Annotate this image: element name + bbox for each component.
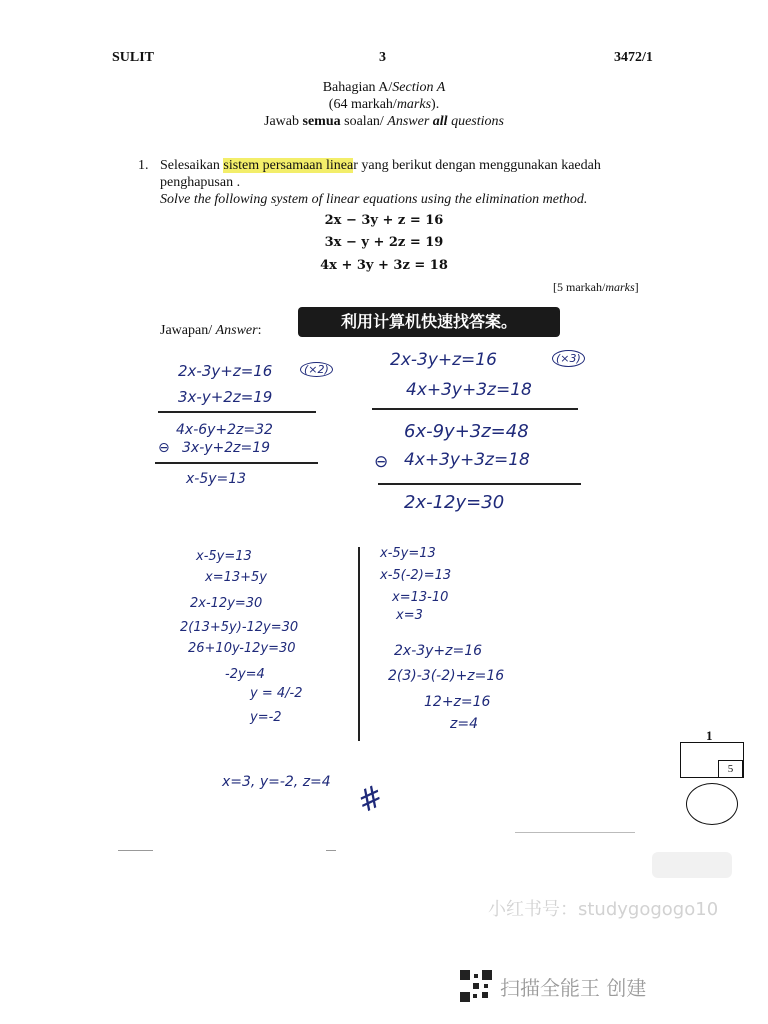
mark-box-score: 5	[718, 760, 743, 778]
marks-a: [5 markah/	[553, 280, 606, 294]
answer-label-c: :	[257, 323, 262, 338]
question-malay-line2: penghapusan .	[160, 175, 241, 190]
work-rt-3: 6x-9y+3z=48	[404, 421, 529, 442]
scan-artifact-3	[326, 850, 336, 851]
work-rb-5: 2x-3y+z=16	[394, 643, 483, 659]
section-marks-b: marks	[396, 97, 432, 112]
final-answer-mark: #	[351, 778, 390, 821]
work-lb-4: 2(13+5y)-12y=30	[180, 620, 299, 635]
equation-3: 4x + 3y + 3z = 18	[320, 258, 448, 273]
work-divider	[358, 547, 360, 741]
work-rb-8: z=4	[450, 716, 478, 732]
work-lt-1: 2x-3y+z=16	[178, 362, 273, 380]
question-malay	[160, 158, 670, 174]
work-rt-result: 2x-12y=30	[404, 492, 505, 513]
work-lb-5: 26+10y-12y=30	[188, 641, 296, 656]
section-instruction	[0, 114, 768, 130]
score-circle	[686, 783, 738, 825]
section-title-english: Section A	[392, 80, 446, 95]
section-marks	[0, 97, 768, 113]
work-lt-minus: ⊖	[158, 440, 170, 456]
work-rb-3: x=13-10	[392, 590, 449, 605]
equation-1: 2x − 3y + z = 16	[324, 213, 444, 228]
answer-label	[160, 323, 261, 339]
instr-a: Jawab	[264, 114, 303, 129]
work-lt-3: 4x-6y+2z=32	[176, 422, 273, 438]
answer-label-b: Answer	[215, 323, 258, 338]
work-rt-rule-1	[372, 408, 578, 410]
section-title	[0, 80, 768, 96]
work-lt-multiplier: (×2)	[300, 362, 333, 377]
question-malay-a: Selesaikan	[160, 158, 224, 173]
highlighted-text: sistem persamaan linea	[223, 158, 354, 173]
question-malay-b: r yang berikut dengan menggunakan kaedah	[353, 158, 601, 173]
work-rt-multiplier: (×3)	[552, 350, 585, 367]
instr-b: semua	[302, 114, 341, 129]
equation-2: 3x − y + 2z = 19	[324, 235, 444, 250]
scanner-footer	[460, 970, 646, 1002]
marks-b: marks	[605, 280, 635, 294]
work-lt-rule-1	[158, 411, 316, 413]
header-left: SULIT	[112, 50, 155, 65]
work-rt-4: 4x+3y+3z=18	[404, 450, 530, 470]
header-code: 3472/1	[614, 50, 653, 65]
section-marks-c: ).	[431, 97, 440, 112]
instr-d: Answer	[387, 114, 433, 129]
watermark-text: 小红书号：studygogogo10	[488, 899, 719, 920]
scan-artifact-2	[118, 850, 153, 851]
work-lb-3: 2x-12y=30	[190, 596, 263, 611]
work-lt-4: 3x-y+2z=19	[182, 440, 271, 456]
work-rb-7: 12+z=16	[424, 694, 491, 710]
answer-label-a: Jawapan/	[160, 323, 216, 338]
final-answer: x=3, y=-2, z=4	[222, 774, 331, 790]
work-rt-rule-2	[378, 483, 581, 485]
work-rb-6: 2(3)-3(-2)+z=16	[388, 668, 505, 684]
work-rb-4: x=3	[396, 608, 423, 623]
section-title-malay: Bahagian A/	[322, 80, 393, 95]
work-lb-8: y=-2	[250, 710, 282, 725]
instr-e: all	[432, 114, 448, 129]
work-lt-2: 3x-y+2z=19	[178, 388, 273, 406]
work-rb-1: x-5y=13	[380, 546, 436, 561]
instr-f: questions	[447, 114, 504, 129]
question-english: Solve the following system of linear equations using the elimination method.	[160, 192, 588, 207]
work-lb-6: -2y=4	[225, 667, 265, 682]
watermark-logo	[652, 852, 732, 878]
question-number: 1.	[138, 158, 149, 173]
scanner-label: 扫描全能王 创建	[500, 975, 647, 1000]
work-lb-2: x=13+5y	[205, 570, 267, 585]
section-marks-a: (64 markah/	[328, 97, 397, 112]
marks-c: ]	[634, 280, 639, 294]
qr-code-icon	[460, 970, 492, 1002]
work-rb-2: x-5(-2)=13	[380, 568, 452, 583]
overlay-banner: 利用计算机快速找答案。	[298, 307, 560, 337]
mark-box-label: 1	[706, 728, 713, 743]
work-rt-2: 4x+3y+3z=18	[406, 380, 532, 400]
work-lb-1: x-5y=13	[196, 549, 252, 564]
page-number: 3	[379, 50, 386, 65]
instr-c: soalan/	[340, 114, 388, 129]
work-lt-rule-2	[155, 462, 318, 464]
work-lt-result: x-5y=13	[186, 471, 247, 487]
work-lb-7: y = 4/-2	[250, 686, 303, 701]
marks-allocation	[553, 280, 639, 295]
scan-artifact-1	[515, 832, 635, 833]
work-rt-1: 2x-3y+z=16	[390, 350, 497, 370]
work-rt-minus: ⊖	[374, 452, 389, 472]
